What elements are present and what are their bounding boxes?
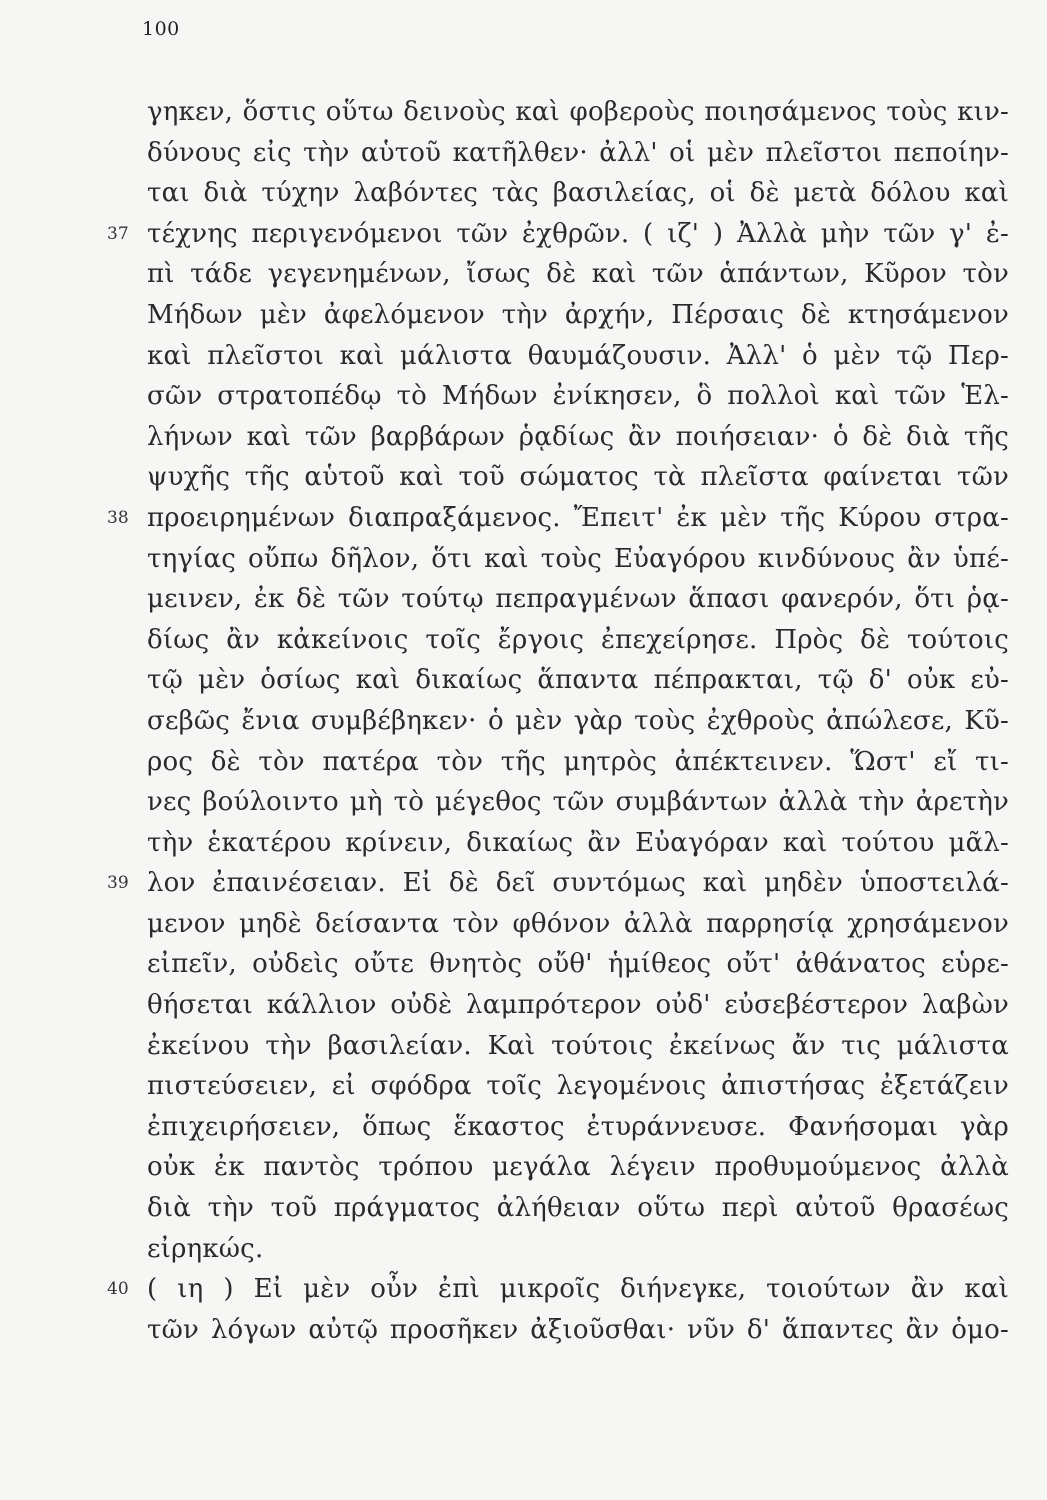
text-line: [107, 1269, 1009, 1310]
line-text: προειρημένων διαπραξάμενος. Ἔπειτ' ἐκ μὲν τῆς Κύρου στρα-: [147, 502, 1009, 533]
text-line: [147, 579, 1009, 620]
text-line: [147, 1147, 1009, 1188]
line-text: εἰρηκώς.: [147, 1233, 264, 1264]
text-line: [147, 660, 1009, 701]
body-text: [107, 92, 1009, 1350]
text-line: [107, 863, 1009, 904]
section-number: 39: [107, 873, 129, 894]
line-text: τῶν λόγων αὐτῷ προσῆκεν ἀξιοῦσθαι· νῦν δ' ἅπαντες ἂν ὁμο-: [147, 1314, 1009, 1345]
text-line: [147, 133, 1009, 174]
line-text: ( ιη ) Εἰ μὲν οὖν ἐπὶ μικροῖς διήνεγκε, τοιούτων ἂν καὶ: [147, 1274, 1009, 1305]
text-line: [107, 498, 1009, 539]
line-text: τὴν ἑκατέρου κρίνειν, δικαίως ἂν Εὐαγόραν καὶ τούτου μᾶλ-: [147, 827, 1009, 858]
text-line: [147, 457, 1009, 498]
text-line: [147, 742, 1009, 783]
line-text: σεβῶς ἔνια συμβέβηκεν· ὁ μὲν γὰρ τοὺς ἐχθροὺς ἀπώλεσε, Κῦ-: [147, 705, 1009, 736]
line-text: οὐκ ἐκ παντὸς τρόπου μεγάλα λέγειν προθυμούμενος ἀλλὰ: [147, 1152, 1009, 1183]
text-line: [147, 173, 1009, 214]
text-line: [147, 701, 1009, 742]
line-text: νες βούλοιντο μὴ τὸ μέγεθος τῶν συμβάντων ἀλλὰ τὴν ἀρετὴν: [147, 787, 1009, 818]
line-text: δίως ἂν κἀκείνοις τοῖς ἔργοις ἐπεχείρησε. Πρὸς δὲ τούτοις: [147, 624, 1009, 655]
line-text: θήσεται κάλλιον οὐδὲ λαμπρότερον οὐδ' εὐσεβέστερον λαβὼν: [147, 990, 1009, 1021]
line-text: εἰπεῖν, οὐδεὶς οὔτε θνητὸς οὔθ' ἡμίθεος οὔτ' ἀθάνατος εὑρε-: [147, 949, 1009, 980]
line-text: λον ἐπαινέσειαν. Εἰ δὲ δεῖ συντόμως καὶ μηδὲν ὑποστειλά-: [147, 868, 1009, 899]
text-line: [147, 254, 1009, 295]
line-text: τῷ μὲν ὁσίως καὶ δικαίως ἅπαντα πέπρακται, τῷ δ' οὐκ εὐ-: [147, 665, 1009, 696]
text-line: [147, 985, 1009, 1026]
text-line: [147, 295, 1009, 336]
text-line: [147, 1107, 1009, 1148]
line-text: δύνους εἰς τὴν αὑτοῦ κατῆλθεν· ἀλλ' οἱ μὲν πλεῖστοι πεποίην-: [147, 137, 1009, 168]
text-line: [107, 214, 1009, 255]
line-text: τέχνης περιγενόμενοι τῶν ἐχθρῶν. ( ιζ' ) Ἀλλὰ μὴν τῶν γ' ἐ-: [147, 218, 1009, 249]
page-number: 100: [142, 18, 180, 40]
text-line: [147, 1026, 1009, 1067]
line-text: λήνων καὶ τῶν βαρβάρων ῥᾳδίως ἂν ποιήσειαν· ὁ δὲ διὰ τῆς: [147, 421, 1009, 452]
line-text: πιστεύσειεν, εἰ σφόδρα τοῖς λεγομένοις ἀπιστήσας ἐξετάζειν: [147, 1071, 1009, 1102]
section-number: 40: [107, 1279, 129, 1300]
line-text: μεινεν, ἐκ δὲ τῶν τούτῳ πεπραγμένων ἅπασι φανερόν, ὅτι ῥᾳ-: [147, 584, 1009, 615]
line-text: γηκεν, ὅστις οὕτω δεινοὺς καὶ φοβεροὺς ποιησάμενος τοὺς κιν-: [147, 97, 1009, 127]
text-line: [147, 539, 1009, 580]
text-line: [147, 1066, 1009, 1107]
line-text: ἐκείνου τὴν βασιλείαν. Καὶ τούτοις ἐκείνως ἄν τις μάλιστα: [147, 1030, 1009, 1061]
text-line: [147, 823, 1009, 864]
text-line: [147, 1229, 1009, 1270]
text-line: [147, 1310, 1009, 1351]
text-line: [147, 620, 1009, 661]
text-line: [147, 336, 1009, 377]
text-line: [147, 1188, 1009, 1229]
line-text: μενον μηδὲ δείσαντα τὸν φθόνον ἀλλὰ παρρησίᾳ χρησάμενον: [147, 908, 1009, 939]
text-line: [147, 417, 1009, 458]
text-line: [147, 944, 1009, 985]
section-number: 37: [107, 223, 129, 244]
line-text: ἐπιχειρήσειεν, ὅπως ἕκαστος ἐτυράννευσε. Φανήσομαι γὰρ: [147, 1111, 1009, 1142]
line-text: ται διὰ τύχην λαβόντες τὰς βασιλείας, οἱ δὲ μετὰ δόλου καὶ: [147, 178, 1009, 209]
line-text: καὶ πλεῖστοι καὶ μάλιστα θαυμάζουσιν. Ἀλλ' ὁ μὲν τῷ Περ-: [147, 340, 1009, 371]
section-number: 38: [107, 507, 129, 528]
line-text: Μήδων μὲν ἀφελόμενον τὴν ἀρχήν, Πέρσαις δὲ κτησάμενον: [147, 299, 1009, 330]
text-line: [147, 92, 1009, 133]
line-text: ρος δὲ τὸν πατέρα τὸν τῆς μητρὸς ἀπέκτεινεν. Ὥστ' εἴ τι-: [147, 746, 1009, 777]
line-text: διὰ τὴν τοῦ πράγματος ἀλήθειαν οὕτω περὶ αὐτοῦ θρασέως: [147, 1193, 1009, 1224]
line-text: σῶν στρατοπέδῳ τὸ Μήδων ἐνίκησεν, ὃ πολλοὶ καὶ τῶν Ἑλ-: [147, 381, 1009, 412]
text-line: [147, 376, 1009, 417]
line-text: ψυχῆς τῆς αὑτοῦ καὶ τοῦ σώματος τὰ πλεῖστα φαίνεται τῶν: [147, 462, 1009, 493]
line-text: τηγίας οὔπω δῆλον, ὅτι καὶ τοὺς Εὐαγόρου κινδύνους ἂν ὑπέ-: [147, 543, 1009, 574]
line-text: πὶ τάδε γεγενημένων, ἴσως δὲ καὶ τῶν ἁπάντων, Κῦρον τὸν: [147, 259, 1009, 290]
text-line: [147, 904, 1009, 945]
text-line: [147, 782, 1009, 823]
